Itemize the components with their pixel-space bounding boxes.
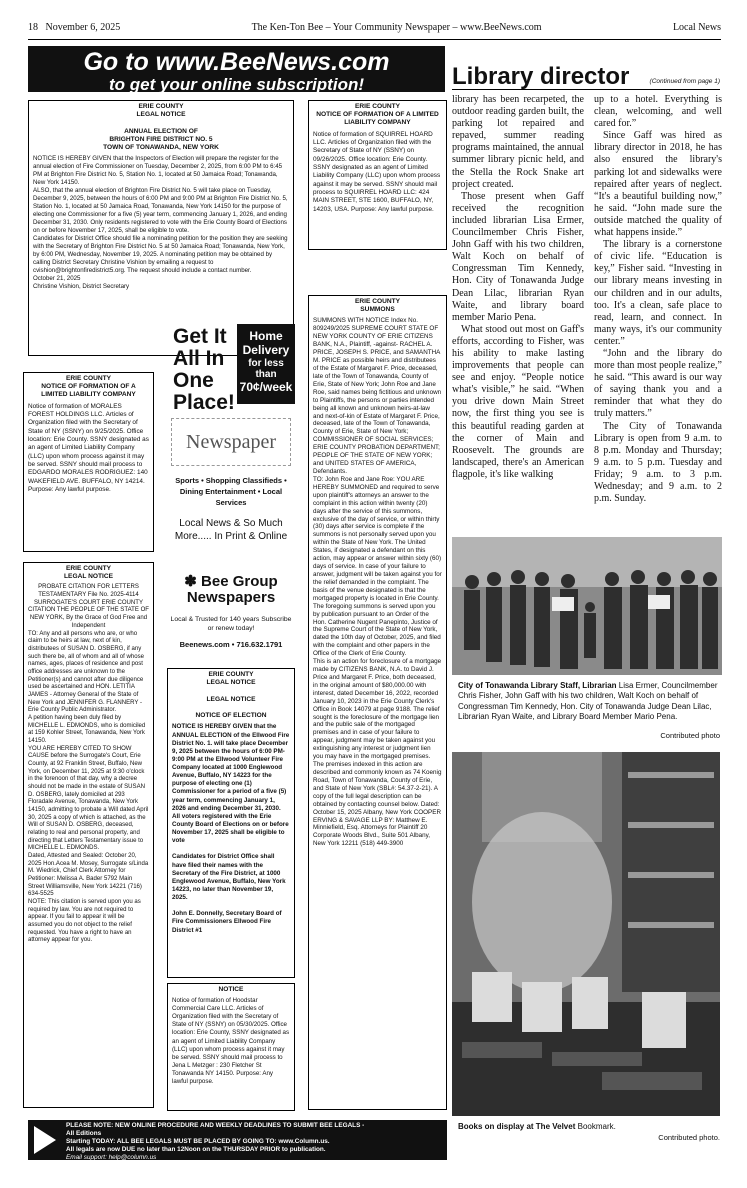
notice-text: TO: Any and all persons who are, or who claim to be heirs at law, next of kin, distributees of SUSAN D. OSBERG, if any such there be, all of whom and all of whose names, ages, places of residence and post office addresses are unknown to the Petitioner(s) and cannot after due diligence used be ascertained and HON. LETITIA JAMES - Attorney General of the State of New York and JENNIFER G. FLANNERY - Erie County Public Administrator. xyxy=(28,630,144,714)
article-header xyxy=(452,58,720,90)
caption-text: Lisa Ermer, Councilmember Chris Fisher, John Gaff with his two children, Walt Koch on behalf of Congressman Tim Kennedy, Hon. City of Tonawanda Judge Dean Lilac, Librarian Ryan Waite, and Library Board Member Mario Pena. xyxy=(458,681,718,722)
notice-signature: Christine Vishion, District Secretary xyxy=(33,283,130,291)
article-paragraph: Those present when Gaff received the recognition included librarian Lisa Ermer, Councilmember Chris Fisher, John Gaff with his two children, Walt Koch on behalf of Congressman Tim Kennedy, Hon. City of Tonawanda Judge Dean Lilac, librarian Ryan Waite, and library board member Mario Pena. xyxy=(452,190,584,323)
notice-heading: NOTICE OF FORMATION OF A LIMITED LIABILITY COMPANY xyxy=(41,383,136,399)
page-number: 18 xyxy=(28,22,38,33)
ad-tagline: Local & Trusted for 140 years Subscribe or renew today! xyxy=(170,616,292,632)
caption-text: Bookmark. xyxy=(577,1122,616,1131)
notice-subheading: TOWN OF TONAWANDA, NEW YORK xyxy=(103,144,219,152)
ad-services: Sports • Shopping Classifieds • Dining Entertainment • Local Services xyxy=(175,476,287,507)
ad-local-news: Local News & So Much More..... In Print & Online xyxy=(174,518,288,542)
notice-text: TO: John Roe and Jane Roe: YOU ARE HEREBY SUMMONED and required to serve upon plaintiff's attorneys an answer to the complaint in this action within twenty (20) days after the service of this summons, exclusive of the day of service, or within thirty (30) days after service is complete if the summons is not personally served upon you within the State of New York. The United States, if designated a defendant on this action, may appear or answer within sixty (60) days of service. In case of your failure to answer, judgment will be taken against you for the relief demanded in the complaint. The basis of the venue designated is that the mortgaged property is located in Erie County. xyxy=(313,475,442,602)
article-title: Library director xyxy=(452,63,630,90)
ad-price: 70¢/week xyxy=(239,379,293,394)
books-display-photo xyxy=(452,752,720,1116)
ad-website[interactable]: Beenews.com • 716.632.1791 xyxy=(179,640,283,649)
notice-heading: LEGAL NOTICE xyxy=(136,111,186,119)
legal-notice-ellwood xyxy=(167,668,295,978)
article-paragraph: library has been recarpeted, the outdoor reading garden built, the parking lot repaired and repaved, summer reading programs maintained, the annual summer library picnic held, and the Stella the Rock Snake art project created. xyxy=(452,94,584,190)
notice-text: The foregoing summons is served upon you by publication pursuant to an Order of the Hon. Catherine Nugent Panepinto, Justice of the Supreme Court of the State of New York, dated the 10th day of October, 2025, and filed with the complaint and other papers in the Office of the Clerk of Erie County. xyxy=(313,602,441,658)
group-figures xyxy=(452,537,722,675)
notice-county: ERIE COUNTY xyxy=(354,298,401,305)
notice-text: Dated, Attested and Sealed: October 20, 2025 Hon.Acea M. Mosey, Surrogate s/Linda M. Wiedrick, Chief Clerk Attorney for Petitioner: Melissa A. Bader 5792 Main Street Williamsville, New York 14221 (716) 634-5525 xyxy=(28,852,149,898)
footer-line: All legals are now DUE no later than 12Noon on the THURSDAY PRIOR to publication. xyxy=(66,1146,326,1153)
home-delivery-badge xyxy=(237,324,295,404)
notice-heading: NOTICE OF FORMATION OF A LIMITED LIABILITY COMPANY xyxy=(316,111,439,127)
ad-headline: Get It All In One Place! xyxy=(173,325,235,415)
legal-notice-hoodstar xyxy=(167,983,295,1111)
notice-text: This is an action for foreclosure of a mortgage made by CITIZENS BANK, N.A. to David J. Price and Margaret F. Price, both deceased, in the original amount of $80,000.00 with interest, dated December 16, 2022, recorded January 10, 2023 in the Erie County Clerk's Office in Book 14079 at page 9188. The relief sought is the foreclosure of the mortgage lien and the public sale of the mortgaged premises and in case of your failure to appear, judgment may be taken against you extinguishing any interest or judgment lien you may have in the mortgaged premises. The premises indexed in this action are described and commonly known as 74 Koenig Road, Town of Tonawanda, County of Erie, and State of New York (SBL#: 54.37-2-21). A copy of the full legal description can be obtained by contacting counsel below. Dated: October 15, 2025 Albany, New York COOPER ERVING & SAVAGE LLP BY: Matthew E. Minniefield, Esq. Attorneys for Plaintiff 20 Corporate Woods Blvd., Suite 501 Albany, New York 12211 (518) 449-3900 xyxy=(313,658,442,848)
notice-text: Candidates for District Office shall have filed their names with the Secretary of the Fire District, at 1000 Englewood Avenue, Buffalo, New York 14223, no later than November 19, 2025. xyxy=(172,853,286,902)
article-column-2 xyxy=(594,94,722,530)
footer-line: PLEASE NOTE: NEW ONLINE PROCEDURE AND WEEKLY DEADLINES TO SUBMIT BEE LEGALS - xyxy=(66,1122,365,1129)
photo-caption-1 xyxy=(458,681,720,723)
notice-text: A petition having been duly filed by MICHELLE L. EDMONDS, who is domiciled at 159 Kohler Street, Tonawanda, New York 14150. xyxy=(28,714,146,744)
notice-text: SUMMONS WITH NOTICE Index No. 809249/2025 SUPREME COURT STATE OF NEW YORK COUNTY OF ERIE CITIZENS BANK, N.A., Plaintiff, -against- RACHEL A. PRICE, JOSEPH S. PRICE, and SAMANTHA M. PRICE as possible heirs and distributees of the Estate of Margaret F. Price, deceased, late of the Town of Tonawanda, County of Erie, State of New York; John Roe and Jane Roe, said names being fictitious and unknown to Plaintiffs, the persons or parties intended being all known and unknown heirs-at-law and next-of-kin of Estate of Margaret F. Price, deceased, late of the Town of Tonawanda, County of Erie, State of New York; COMMISSIONER OF SOCIAL SERVICES; ERIE COUNTY PROBATION DEPARTMENT; PEOPLE OF THE STATE OF NEW YORK; and UNITED STATES OF AMERICA, Defendants. xyxy=(313,317,442,475)
notice-county: ERIE COUNTY xyxy=(354,103,401,110)
article-paragraph: Since Gaff was hired as library director in 2018, he has also ensured the library's parking lot and sidewalks were repaired after years of neglect. “It's a beautiful building now,” he said. “John made sure the outside matched the quality of what happens inside.” xyxy=(594,130,722,239)
notice-text: Notice of formation of SQUIRREL HOARD LLC. Articles of Organization filed with the Secretary of State of NY (SSNY) on 09/26/2025. Office location: Erie County. SSNY designated as an agent of Limited Liability Company (LLC) upon whom process against it may be served. SSNY should mail process to SQUIRREL HOARD LLC: 424 MAIN STREET, STE 1600, BUFFALO, NY, 14203, USA. Purpose: Any lawful purpose. xyxy=(313,130,441,213)
article-paragraph: The library is a cornerstone of civic life. “Education is key,” Fisher said. “Investing in our library means investing in our children and in our adults, too. It's a clean, safe place to read, learn, and connect. In many ways, it's our community center.” xyxy=(594,239,722,347)
banner-line2: to get your online subscription! xyxy=(109,75,364,94)
article-paragraph: What stood out most on Gaff's efforts, according to Fisher, was his ability to make lasting improvements that people can see and enjoy. “People notice what's visible,” he said. “When you drive down Main Street now, the first thing you see is this beautiful reading garden at the corner of Main and Roosevelt. The grounds are landscaped, there's an American flagpole, it's like walking xyxy=(452,323,584,480)
notice-date: October 21, 2025 xyxy=(33,275,81,283)
ad-brand-name: Bee Group Newspapers xyxy=(186,573,278,606)
legal-notice-morales xyxy=(23,372,154,552)
caption-bold: City of Tonawanda Library Staff, Librarian xyxy=(458,681,617,690)
issue-date: November 6, 2025 xyxy=(45,22,121,33)
notice-subheading: ANNUAL ELECTION OF xyxy=(124,127,198,135)
bee-icon: ✽ xyxy=(184,573,197,590)
notice-text: PROBATE CITATION FOR LETTERS TESTAMENTARY File No. 2025-4114 SURROGATE'S COURT ERIE COUNTY CITATION THE PEOPLE OF THE STATE OF NEW YORK, By the Grace of God Free and Independent xyxy=(28,584,149,629)
ad-home-delivery: Home Delivery xyxy=(242,329,290,357)
notice-county: ERIE COUNTY xyxy=(138,103,184,110)
notice-text: Notice of formation of MORALES FOREST HOLDINGS LLC. Articles of Organization filed with the Secretary of State of NY (SSNY) on 9/25/2025. Office location: Erie County. SSNY designated as an agent of Limited Liability Company (LLC) upon whom process against it may be served. SSNY should mail process to EDGARDO MORALES RODRIGUEZ: 140 WAKEFIELD AVE. BUFFALO, NY 14214. Purpose: Any lawful purpose. xyxy=(28,402,149,493)
legal-notice-probate xyxy=(23,562,154,1108)
footer-email[interactable]: Email support: help@column.us xyxy=(66,1154,157,1161)
banner-line1: Go to www.BeeNews.com xyxy=(83,48,390,76)
notice-text: NOTICE IS HEREBY GIVEN that the ANNUAL ELECTION of the Ellwood Fire District No. 1. will take place December 9, 2025 between the hours of 6:00 PM-9:00 PM at the Ellwood Volunteer Fire Company located at 1000 Englewood Avenue, Buffalo, NY 14223 for the purpose of electing one (1) Commissioner for a period of a five (5) year term, commencing January 1, 2026 and ending December 31, 2030. All voters registered with the Erie County Board of Elections on or before November 17, 2025 shall be eligible to vote xyxy=(172,723,290,845)
library-staff-photo xyxy=(452,537,722,675)
notice-heading: LEGAL NOTICE xyxy=(64,573,113,581)
caption-bold: Books on display at The Velvet xyxy=(458,1122,576,1131)
ad-brand xyxy=(167,574,295,606)
photo-caption-2 xyxy=(458,1122,720,1132)
section-label: Local News xyxy=(672,22,721,33)
photo-credit-1: Contributed photo xyxy=(660,731,720,740)
notice-county: ERIE COUNTY xyxy=(208,671,254,678)
notice-heading: NOTICE xyxy=(218,986,244,993)
newspaper-graphic: Newspaper xyxy=(171,418,291,466)
subscription-banner[interactable] xyxy=(28,46,445,92)
article-paragraph: up to a hotel. Everything is clean, welcoming, and well cared for.” xyxy=(594,94,722,130)
article-paragraph: The City of Tonawanda Library is open from 9 a.m. to 8 p.m. Monday and Thursday; 9 a.m. to 5 p.m. Tuesday and Friday; 9 a.m. to 3 p.m. Wednesday; and 9 a.m. to 2 p.m. Sunday. xyxy=(594,420,722,505)
notice-text: NOTICE IS HEREBY GIVEN that the Inspectors of Election will prepare the register for the annual election of Fire Commissioner on Tuesday, December 2, 2025, from 6:00 PM to 6:45 PM at Brighton Fire District No. 5, Station No. 1, located at 50 Jamaica Road; Tonawanda, New York 14150. xyxy=(33,155,283,187)
notice-text: NOTE: This citation is served upon you as required by law. You are not required to appear. If you fail to appear it will be assumed you do not object to the relief requested. You have a right to have an attorney appear for you. xyxy=(28,899,141,944)
notice-subheading: BRIGHTON FIRE DISTRICT NO. 5 xyxy=(109,135,213,143)
notice-subheading: NOTICE OF ELECTION xyxy=(195,712,267,720)
article-column-1 xyxy=(452,94,584,530)
footer-line[interactable]: Starting TODAY: ALL BEE LEGALS MUST BE PLACED BY GOING TO: www.Column.us. xyxy=(66,1138,330,1145)
photo-credit-2: Contributed photo. xyxy=(658,1133,720,1142)
masthead-line: The Ken-Ton Bee – Your Community Newspaper – www.BeeNews.com xyxy=(251,22,542,33)
notice-subheading: LEGAL NOTICE xyxy=(206,695,256,703)
article-paragraph: “John and the library do more than most people realize,” he said. “This award is our way of saying thank you and a reminder that what they do truly matters.” xyxy=(594,347,722,420)
ad-less-than: for less than xyxy=(248,357,284,381)
legal-notice-summons xyxy=(308,295,447,1110)
article-continued-note: (Continued from page 1) xyxy=(649,78,720,85)
subscription-ad[interactable] xyxy=(167,318,295,660)
notice-text: ALSO, that the annual election of Brighton Fire District No. 5 will take place on Tuesday, December 9, 2025, between the hours of 6:00 PM and 9:00 PM at Brighton Fire District No. 5, Station No. 1, located at 50 Jamaica Road, Tonawanda, New York 14150 for the purpose of electing one Commissioner for a five (5) year term, commencing January 1, 2026, and ending December 31, 2030. Only residents registered to vote with the Erie County Board of Elections on or before November 17, 2025, shall be eligible to vote. xyxy=(33,187,288,235)
notice-county: ERIE COUNTY xyxy=(65,375,112,382)
legal-notice-squirrel-hoard xyxy=(308,100,447,250)
notice-text: Notice of formation of Hoodstar Commercial Care LLC. Articles of Organization filed with the Secretary of State of NY (SSNY) on 05/30/2025. Office location: Erie County, SSNY designated as an agent of Limited Liability Company (LLC) upon whom process against it may be served. SSNY should mail process to Jena L Metzger : 230 Fletcher St Tonawanda NY 14150. Purpose: Any lawful purpose. xyxy=(172,997,290,1085)
footer-line: All Editions xyxy=(66,1130,102,1137)
notice-county: ERIE COUNTY xyxy=(65,565,112,572)
page-header xyxy=(28,22,721,40)
notice-signature: John E. Donnelly, Secretary Board of Fire Commissioners Ellwood Fire District #1 xyxy=(172,910,282,934)
arrow-right-icon xyxy=(34,1126,56,1154)
bookshelf-scene xyxy=(452,752,720,1116)
notice-text: YOU ARE HEREBY CITED TO SHOW CAUSE before the Surrogate's Court, Erie County, at 92 Franklin Street, Buffalo, New York, on December 11, 2025 at 9:30 o'clock in the forenoon of that day, why a decree should not be made in the estate of SUSAN D. OSBERG, lately domiciled at 293 Floradale Avenue, Tonawanda, New York 14150, admitting to probate a Will dated April 30, 2025 a copy of which is attached, as the Will of SUSAN D. OSBERG, deceased, relating to real and personal property, and directing that Letters Testamentary issue to MICHELLE L. EDMONDS. xyxy=(28,745,149,852)
notice-heading: LEGAL NOTICE xyxy=(206,679,256,687)
notice-text: Candidates for District Office should file a nominating petition for the position they are seeking with the Secretary of Brighton Fire District No. 5 at 50 Jamaica Road; Tonawanda, New York, by 6:00 PM, Wednesday, November 19, 2025. A nominating petition may be obtained by calling District Secretary Christine Vishion by emailing a request to cvishion@brightonfiredistrict5.org. The request should include a contact number. xyxy=(33,235,288,275)
notice-heading: SUMMONS xyxy=(360,306,395,314)
legals-deadline-banner xyxy=(28,1120,447,1160)
